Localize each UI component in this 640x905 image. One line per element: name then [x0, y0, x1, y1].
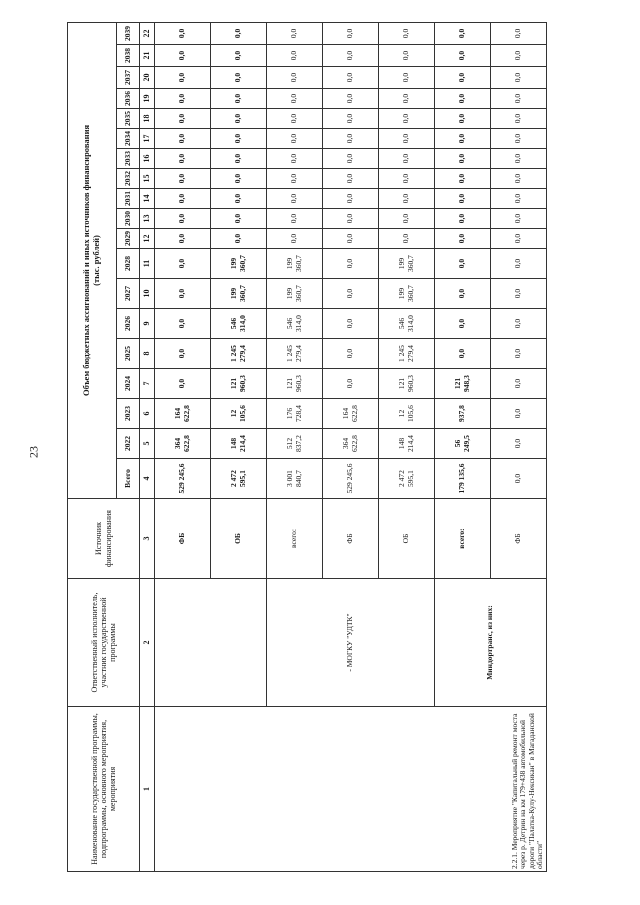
column-number: 10: [140, 279, 155, 309]
value-cell: 0,0: [379, 109, 435, 129]
column-number: 17: [140, 129, 155, 149]
year-header: Всего: [117, 459, 140, 499]
source-cell: ОБ: [211, 499, 267, 579]
column-numbers-row: [140, 22, 155, 871]
value-cell: 0,0: [435, 67, 491, 89]
value-cell: 512 837,2: [267, 429, 323, 459]
event-name: 2.2.1. Мероприятие "Капитальный ремонт моста через р. Детрин на км 179+438 автомобильной дороги "Палатка-Кулу-Нексикан" в Магаданской области": [155, 707, 547, 872]
value-cell: 0,0: [379, 22, 435, 44]
rotated-table-wrapper: [67, 25, 567, 872]
value-cell: 0,0: [211, 189, 267, 209]
value-cell: 0,0: [323, 279, 379, 309]
value-cell: 0,0: [211, 45, 267, 67]
value-cell: 0,0: [491, 169, 547, 189]
value-cell: 0,0: [155, 109, 211, 129]
value-cell: 0,0: [491, 45, 547, 67]
value-cell: 0,0: [435, 309, 491, 339]
value-cell: 0,0: [323, 249, 379, 279]
value-cell: 0,0: [435, 45, 491, 67]
value-cell: 0,0: [435, 149, 491, 169]
value-cell: 529 245,6: [323, 459, 379, 499]
value-cell: 0,0: [379, 149, 435, 169]
column-number: 7: [140, 369, 155, 399]
value-cell: 0,0: [435, 169, 491, 189]
value-cell: 529 245,6: [155, 459, 211, 499]
column-number: 19: [140, 89, 155, 109]
value-cell: 121 960,3: [379, 369, 435, 399]
column-number: 11: [140, 249, 155, 279]
value-cell: 199 360,7: [379, 249, 435, 279]
header-volume-units: (тыс. рублей): [91, 235, 101, 286]
value-cell: 0,0: [491, 149, 547, 169]
year-header: 2037: [117, 67, 140, 89]
value-cell: 0,0: [155, 149, 211, 169]
column-number: 16: [140, 149, 155, 169]
value-cell: 0,0: [491, 209, 547, 229]
value-cell: 0,0: [323, 149, 379, 169]
value-cell: 0,0: [323, 339, 379, 369]
year-header: 2027: [117, 279, 140, 309]
value-cell: 12 105,6: [379, 399, 435, 429]
column-number: 4: [140, 459, 155, 499]
value-cell: 0,0: [211, 22, 267, 44]
value-cell: 0,0: [267, 209, 323, 229]
value-cell: 199 360,7: [211, 279, 267, 309]
column-number: 13: [140, 209, 155, 229]
value-cell: 0,0: [491, 429, 547, 459]
value-cell: 0,0: [155, 45, 211, 67]
value-cell: 2 472 595,1: [211, 459, 267, 499]
value-cell: 0,0: [379, 189, 435, 209]
year-header: 2030: [117, 209, 140, 229]
column-number: 18: [140, 109, 155, 129]
value-cell: 0,0: [435, 229, 491, 249]
value-cell: 0,0: [491, 369, 547, 399]
value-cell: 1 245 279,4: [267, 339, 323, 369]
value-cell: 0,0: [323, 169, 379, 189]
column-number: 8: [140, 339, 155, 369]
value-cell: 0,0: [267, 129, 323, 149]
value-cell: 0,0: [267, 229, 323, 249]
value-cell: 0,0: [379, 229, 435, 249]
value-cell: 179 135,6: [435, 459, 491, 499]
year-header: 2034: [117, 129, 140, 149]
value-cell: 0,0: [323, 45, 379, 67]
year-header: 2029: [117, 229, 140, 249]
value-cell: 0,0: [211, 67, 267, 89]
value-cell: 546 314,0: [211, 309, 267, 339]
value-cell: 0,0: [211, 209, 267, 229]
value-cell: 0,0: [379, 169, 435, 189]
value-cell: 0,0: [155, 209, 211, 229]
value-cell: 0,0: [211, 169, 267, 189]
value-cell: 0,0: [491, 459, 547, 499]
value-cell: 0,0: [155, 369, 211, 399]
value-cell: 0,0: [155, 129, 211, 149]
value-cell: 2 472 595,1: [379, 459, 435, 499]
value-cell: 0,0: [155, 189, 211, 209]
value-cell: 364 622,8: [155, 429, 211, 459]
value-cell: 0,0: [267, 45, 323, 67]
year-header: 2039: [117, 22, 140, 44]
value-cell: 0,0: [323, 229, 379, 249]
year-header: 2038: [117, 45, 140, 67]
header-source: Источник финансирования: [68, 499, 140, 579]
source-cell: всего:: [267, 499, 323, 579]
value-cell: 0,0: [435, 209, 491, 229]
value-cell: 937,8: [435, 399, 491, 429]
column-number: 1: [140, 707, 155, 872]
value-cell: 0,0: [211, 229, 267, 249]
value-cell: 3 001 840,7: [267, 459, 323, 499]
value-cell: 0,0: [267, 149, 323, 169]
value-cell: 121 948,3: [435, 369, 491, 399]
value-cell: 0,0: [435, 109, 491, 129]
year-header: 2033: [117, 149, 140, 169]
value-cell: 0,0: [491, 22, 547, 44]
year-header: 2032: [117, 169, 140, 189]
value-cell: 0,0: [155, 67, 211, 89]
value-cell: 0,0: [323, 209, 379, 229]
value-cell: 0,0: [155, 309, 211, 339]
value-cell: 0,0: [211, 89, 267, 109]
column-number: 6: [140, 399, 155, 429]
value-cell: 0,0: [267, 109, 323, 129]
column-number: 20: [140, 67, 155, 89]
value-cell: 0,0: [491, 279, 547, 309]
value-cell: 364 622,8: [323, 429, 379, 459]
value-cell: 121 960,3: [267, 369, 323, 399]
value-cell: 199 360,7: [267, 249, 323, 279]
value-cell: 12 105,6: [211, 399, 267, 429]
value-cell: 148 214,4: [379, 429, 435, 459]
header-volume-title: Объем бюджетных ассигнований и иных источников финансирования: [81, 124, 92, 397]
year-header: 2025: [117, 339, 140, 369]
value-cell: 0,0: [379, 67, 435, 89]
value-cell: 0,0: [491, 129, 547, 149]
value-cell: 0,0: [211, 109, 267, 129]
value-cell: 0,0: [435, 189, 491, 209]
value-cell: 0,0: [267, 22, 323, 44]
column-number: 3: [140, 499, 155, 579]
value-cell: 0,0: [435, 339, 491, 369]
source-cell: ФБ: [155, 499, 211, 579]
value-cell: 0,0: [379, 89, 435, 109]
column-number: 14: [140, 189, 155, 209]
value-cell: 0,0: [267, 189, 323, 209]
year-header: 2036: [117, 89, 140, 109]
year-header: 2035: [117, 109, 140, 129]
value-cell: 0,0: [155, 229, 211, 249]
value-cell: 0,0: [491, 309, 547, 339]
value-cell: 0,0: [211, 129, 267, 149]
value-cell: 199 360,7: [211, 249, 267, 279]
header-executor: Ответственный исполнитель, участник государственной программы: [68, 579, 140, 707]
value-cell: 0,0: [491, 89, 547, 109]
executor-mindortrans: Миндортранс, из них:: [435, 579, 547, 707]
source-cell: ФБ: [323, 499, 379, 579]
value-cell: 0,0: [435, 279, 491, 309]
year-header: 2024: [117, 369, 140, 399]
executor-empty: [155, 579, 267, 707]
executor-mogku: - МОГКУ "УДТК": [267, 579, 435, 707]
value-cell: 0,0: [323, 369, 379, 399]
value-cell: 0,0: [491, 229, 547, 249]
value-cell: 1 245 279,4: [211, 339, 267, 369]
year-header: 2028: [117, 249, 140, 279]
value-cell: 0,0: [155, 279, 211, 309]
value-cell: 164 622,8: [155, 399, 211, 429]
value-cell: 0,0: [435, 129, 491, 149]
value-cell: 199 360,7: [379, 279, 435, 309]
value-cell: 0,0: [155, 89, 211, 109]
budget-table: [67, 22, 547, 872]
value-cell: 0,0: [323, 89, 379, 109]
value-cell: 0,0: [379, 45, 435, 67]
value-cell: 148 214,4: [211, 429, 267, 459]
value-cell: 0,0: [323, 67, 379, 89]
value-cell: 0,0: [155, 339, 211, 369]
year-header: 2023: [117, 399, 140, 429]
value-cell: 0,0: [267, 89, 323, 109]
value-cell: 0,0: [155, 22, 211, 44]
year-header: 2031: [117, 189, 140, 209]
value-cell: 0,0: [491, 67, 547, 89]
data-body: [155, 22, 547, 871]
column-number: 5: [140, 429, 155, 459]
value-cell: 176 728,4: [267, 399, 323, 429]
value-cell: 199 360,7: [267, 279, 323, 309]
value-cell: 0,0: [323, 109, 379, 129]
value-cell: 0,0: [491, 109, 547, 129]
value-cell: 0,0: [491, 399, 547, 429]
header-name: Наименование государственной программы, подпрограммы, основного мероприятия, мероприятия: [68, 707, 140, 872]
value-cell: 546 314,0: [267, 309, 323, 339]
value-cell: 0,0: [323, 189, 379, 209]
value-cell: 0,0: [155, 249, 211, 279]
value-cell: 0,0: [379, 129, 435, 149]
value-cell: 0,0: [491, 189, 547, 209]
value-cell: 121 960,3: [211, 369, 267, 399]
table-row: [155, 22, 211, 871]
value-cell: 0,0: [267, 67, 323, 89]
year-header: 2022: [117, 429, 140, 459]
column-number: 21: [140, 45, 155, 67]
column-number: 2: [140, 579, 155, 707]
value-cell: 0,0: [491, 249, 547, 279]
value-cell: 1 245 279,4: [379, 339, 435, 369]
year-header: 2026: [117, 309, 140, 339]
value-cell: 0,0: [435, 249, 491, 279]
value-cell: 56 249,5: [435, 429, 491, 459]
value-cell: 0,0: [211, 149, 267, 169]
column-number: 12: [140, 229, 155, 249]
value-cell: 546 314,0: [379, 309, 435, 339]
column-number: 22: [140, 22, 155, 44]
column-number: 15: [140, 169, 155, 189]
value-cell: 0,0: [323, 22, 379, 44]
value-cell: 0,0: [155, 169, 211, 189]
value-cell: 0,0: [379, 209, 435, 229]
value-cell: 0,0: [491, 339, 547, 369]
header-volume: [68, 22, 117, 498]
source-cell: ФБ: [491, 499, 547, 579]
page-number: 23: [26, 446, 41, 458]
value-cell: 0,0: [323, 309, 379, 339]
value-cell: 0,0: [267, 169, 323, 189]
value-cell: 0,0: [435, 89, 491, 109]
column-number: 9: [140, 309, 155, 339]
source-cell: ОБ: [379, 499, 435, 579]
value-cell: 0,0: [435, 22, 491, 44]
value-cell: 164 622,8: [323, 399, 379, 429]
value-cell: 0,0: [323, 129, 379, 149]
source-cell: всего:: [435, 499, 491, 579]
